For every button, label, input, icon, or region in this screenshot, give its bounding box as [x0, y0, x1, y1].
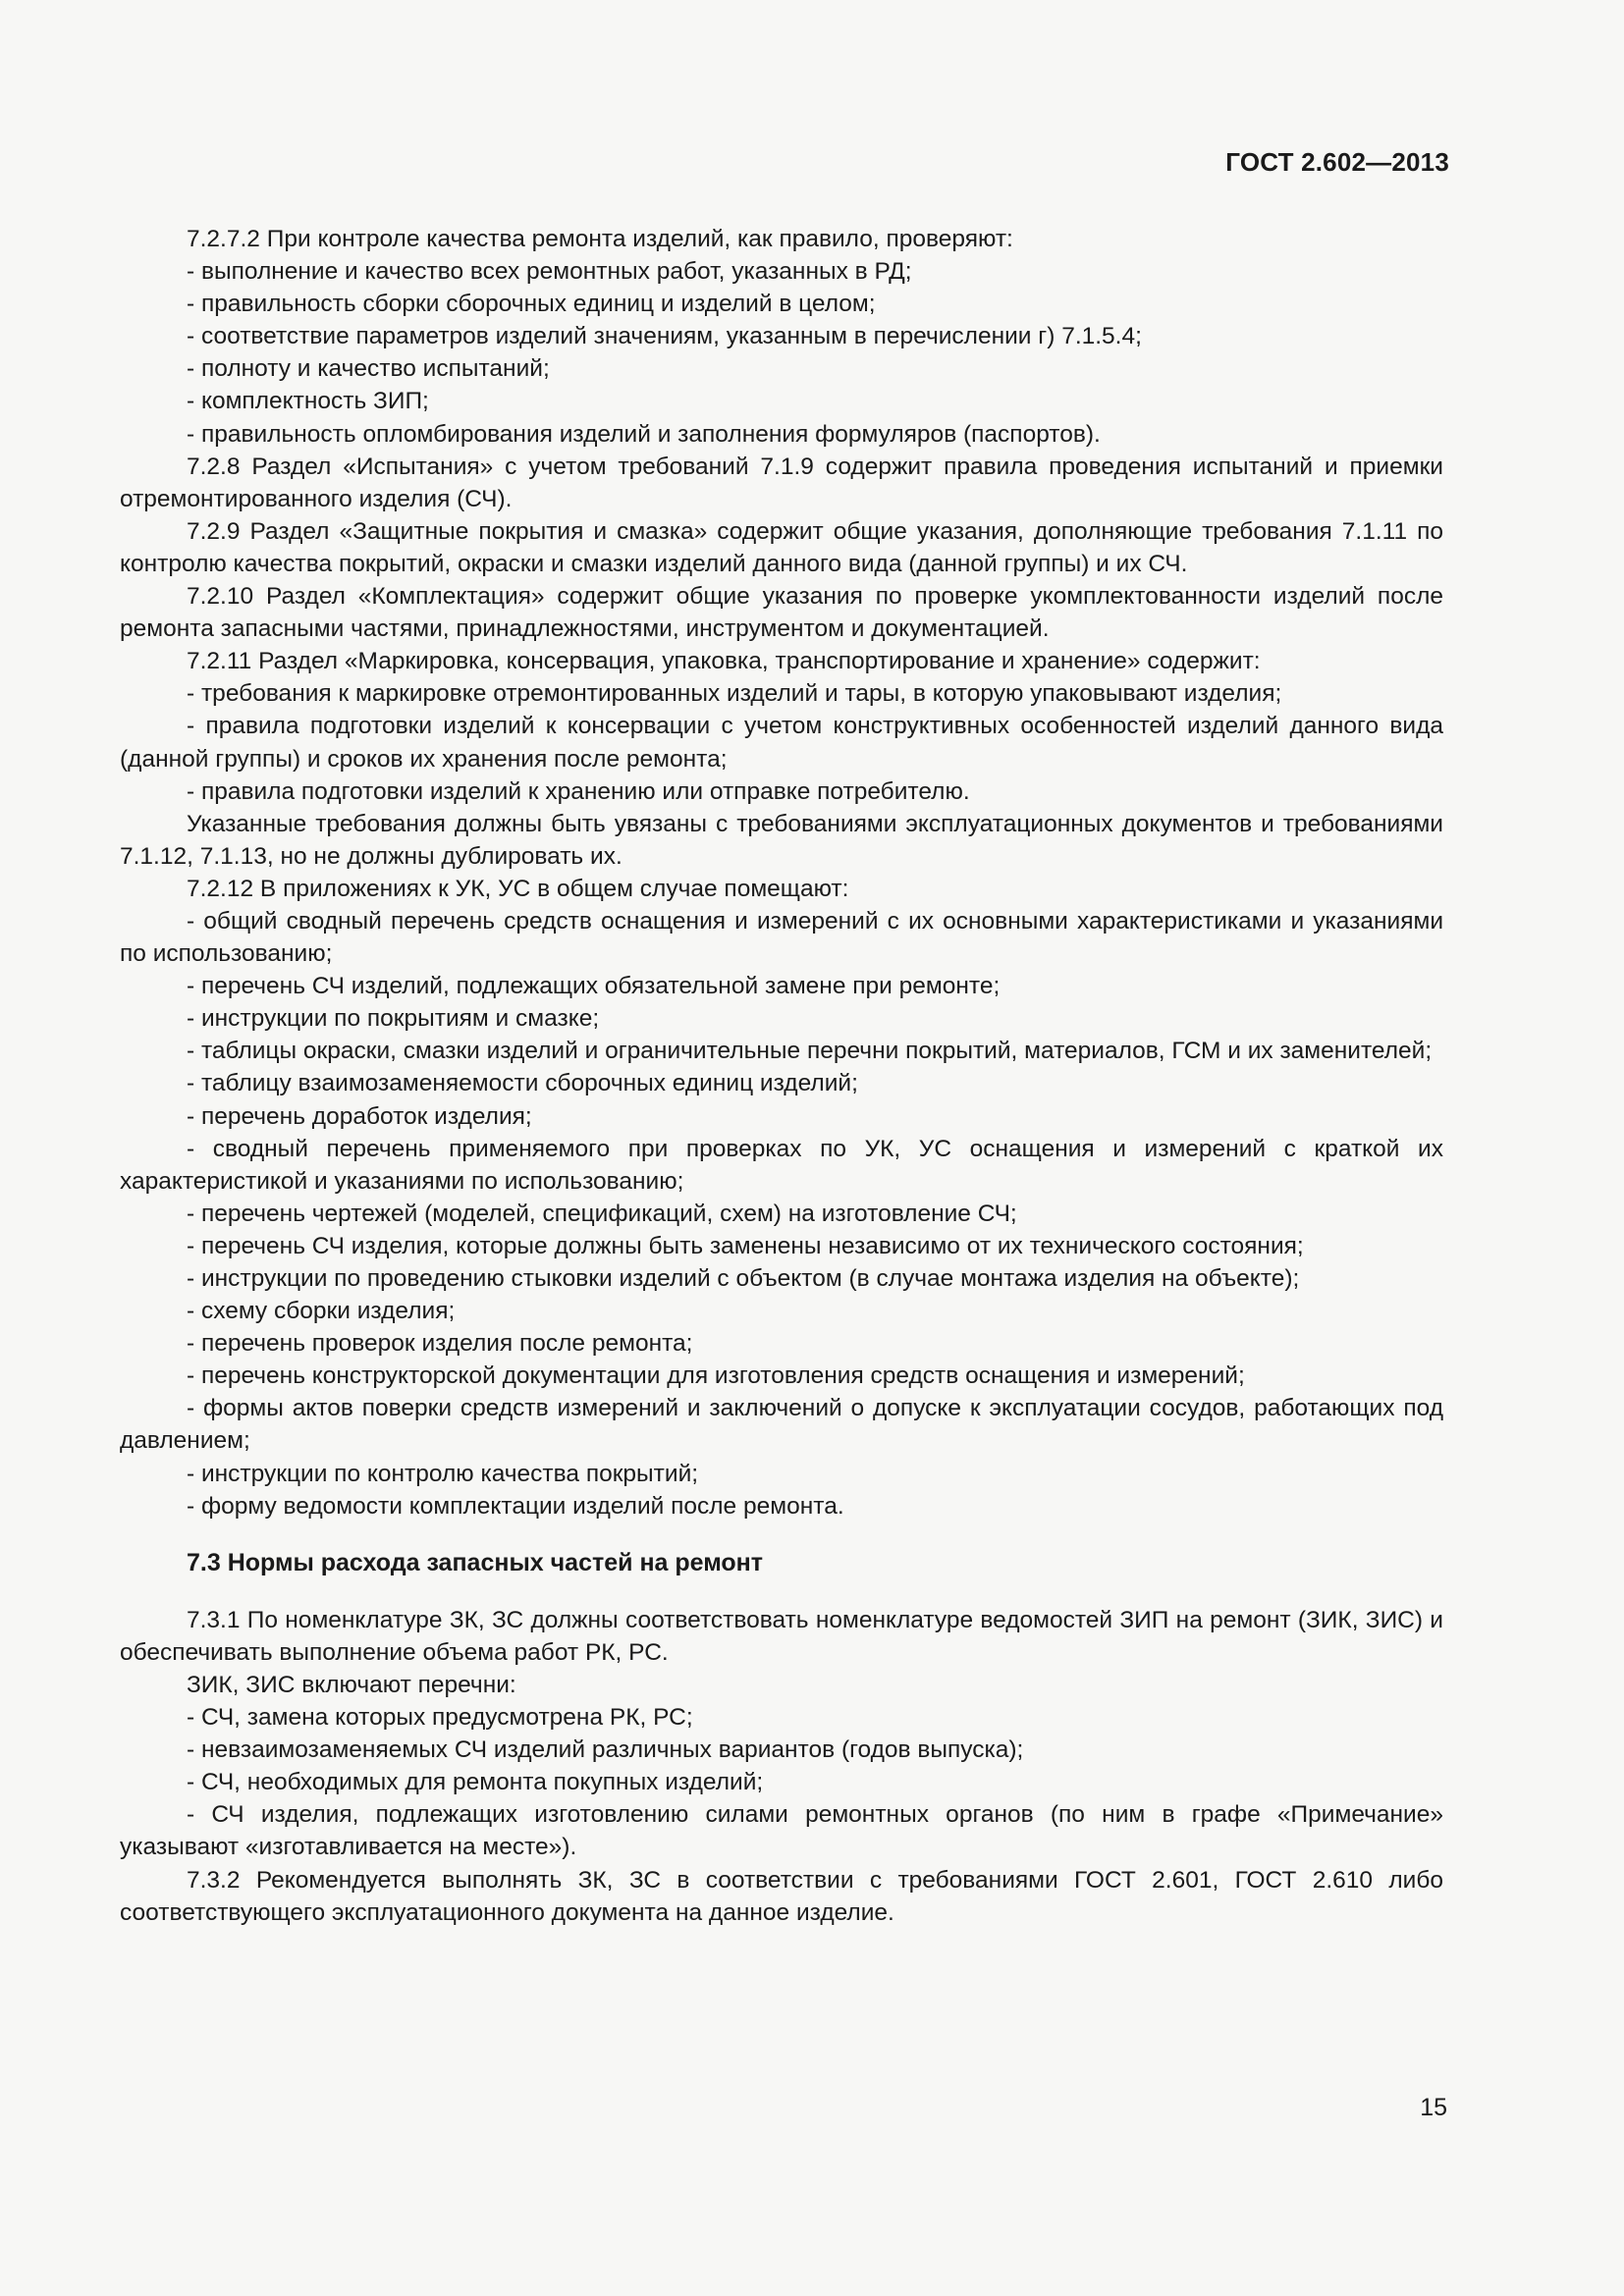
list-item: - таблицу взаимозаменяемости сборочных единиц изделий; — [187, 1070, 858, 1097]
paragraph: 7.3.1 По номенклатуре ЗК, ЗС должны соответствовать номенклатуре ведомостей ЗИП на ремонт (ЗИК, ЗИС) и обеспечивать выполнение объема работ РК, РС. — [120, 1606, 1443, 1666]
list-item: - перечень доработок изделия; — [187, 1102, 532, 1130]
list-item: - соответствие параметров изделий значениям, указанным в перечислении г) 7.1.5.4; — [187, 323, 1142, 350]
list-item: - невзаимозаменяемых СЧ изделий различных вариантов (годов выпуска); — [187, 1736, 1024, 1764]
list-item: - комплектность ЗИП; — [187, 388, 429, 415]
list-item: - требования к маркировке отремонтированных изделий и тары, в которую упаковывают изделия; — [187, 680, 1282, 708]
paragraph: 7.2.8 Раздел «Испытания» с учетом требований 7.1.9 содержит правила проведения испытаний и приемки отремонтированного изделия (СЧ). — [120, 453, 1443, 512]
paragraph: 7.3.2 Рекомендуется выполнять ЗК, ЗС в соответствии с требованиями ГОСТ 2.601, ГОСТ 2.610 либо соответствующего эксплуатационного документа на данное изделие. — [120, 1866, 1443, 1926]
list-item: - правила подготовки изделий к хранению или отправке потребителю. — [187, 777, 970, 805]
list-item: - СЧ, необходимых для ремонта покупных изделий; — [187, 1769, 764, 1796]
list-item: - перечень чертежей (моделей, спецификаций, схем) на изготовление СЧ; — [187, 1200, 1017, 1227]
list-item: - правила подготовки изделий к консервации с учетом конструктивных особенностей изделий данного вида (данной группы) и сроков их хранения после ремонта; — [120, 713, 1443, 773]
list-item: - сводный перечень применяемого при проверках по УК, УС оснащения и измерений с краткой их характеристикой и указаниями по использованию; — [120, 1135, 1443, 1195]
document-code-header: ГОСТ 2.602—2013 — [1225, 147, 1449, 177]
list-item: - СЧ изделия, подлежащих изготовлению силами ремонтных органов (по ним в графе «Примечание» указывают «изготавливается на месте»). — [120, 1801, 1443, 1861]
section-heading: 7.3 Нормы расхода запасных частей на ремонт — [187, 1548, 764, 1576]
list-item: - форму ведомости комплектации изделий после ремонта. — [187, 1492, 844, 1520]
list-item: - общий сводный перечень средств оснащения и измерений с их основными характеристиками и указаниями по использованию; — [120, 907, 1443, 968]
list-item: - инструкции по покрытиям и смазке; — [187, 1005, 600, 1033]
paragraph: ЗИК, ЗИС включают перечни: — [187, 1671, 516, 1698]
list-item: - полноту и качество испытаний; — [187, 355, 550, 383]
paragraph: Указанные требования должны быть увязаны с требованиями эксплуатационных документов и требованиями 7.1.12, 7.1.13, но не должны дублировать их. — [120, 810, 1443, 870]
list-item: - правильность сборки сборочных единиц и изделий в целом; — [187, 291, 876, 318]
paragraph: 7.2.9 Раздел «Защитные покрытия и смазка» содержит общие указания, дополняющие требования 7.1.11 по контролю качества покрытий, окраски и смазки изделий данного вида (данной группы) и их СЧ. — [120, 517, 1443, 577]
paragraph: 7.2.11 Раздел «Маркировка, консервация, упаковка, транспортирование и хранение» содержит: — [187, 648, 1261, 675]
document-body — [120, 223, 1443, 1929]
list-item: - правильность опломбирования изделий и заполнения формуляров (паспортов). — [187, 420, 1101, 448]
list-item: - перечень проверок изделия после ремонта; — [187, 1330, 693, 1358]
list-item: - СЧ, замена которых предусмотрена РК, РС; — [187, 1704, 693, 1732]
list-item: - перечень СЧ изделия, которые должны быть заменены независимо от их технического состояния; — [187, 1232, 1304, 1259]
paragraph: 7.2.12 В приложениях к УК, УС в общем случае помещают: — [187, 875, 849, 902]
list-item: - перечень конструкторской документации для изготовления средств оснащения и измерений; — [187, 1362, 1245, 1390]
paragraph: 7.2.7.2 При контроле качества ремонта изделий, как правило, проверяют: — [187, 226, 1013, 252]
page-number: 15 — [1420, 2094, 1447, 2121]
list-item: - выполнение и качество всех ремонтных работ, указанных в РД; — [187, 258, 912, 286]
list-item: - перечень СЧ изделий, подлежащих обязательной замене при ремонте; — [187, 973, 1001, 1000]
paragraph: 7.2.10 Раздел «Комплектация» содержит общие указания по проверке укомплектованности изделий после ремонта запасными частями, принадлежностями, инструментом и документацией. — [120, 583, 1443, 643]
list-item: - формы актов поверки средств измерений и заключений о допуске к эксплуатации сосудов, работающих под давлением; — [120, 1395, 1443, 1455]
list-item: - инструкции по контролю качества покрытий; — [187, 1460, 699, 1487]
list-item: - инструкции по проведению стыковки изделий с объектом (в случае монтажа изделия на объекте); — [187, 1265, 1300, 1292]
list-item: - таблицы окраски, смазки изделий и ограничительные перечни покрытий, материалов, ГСМ и их заменителей; — [187, 1038, 1433, 1065]
list-item: - схему сборки изделия; — [187, 1298, 456, 1325]
